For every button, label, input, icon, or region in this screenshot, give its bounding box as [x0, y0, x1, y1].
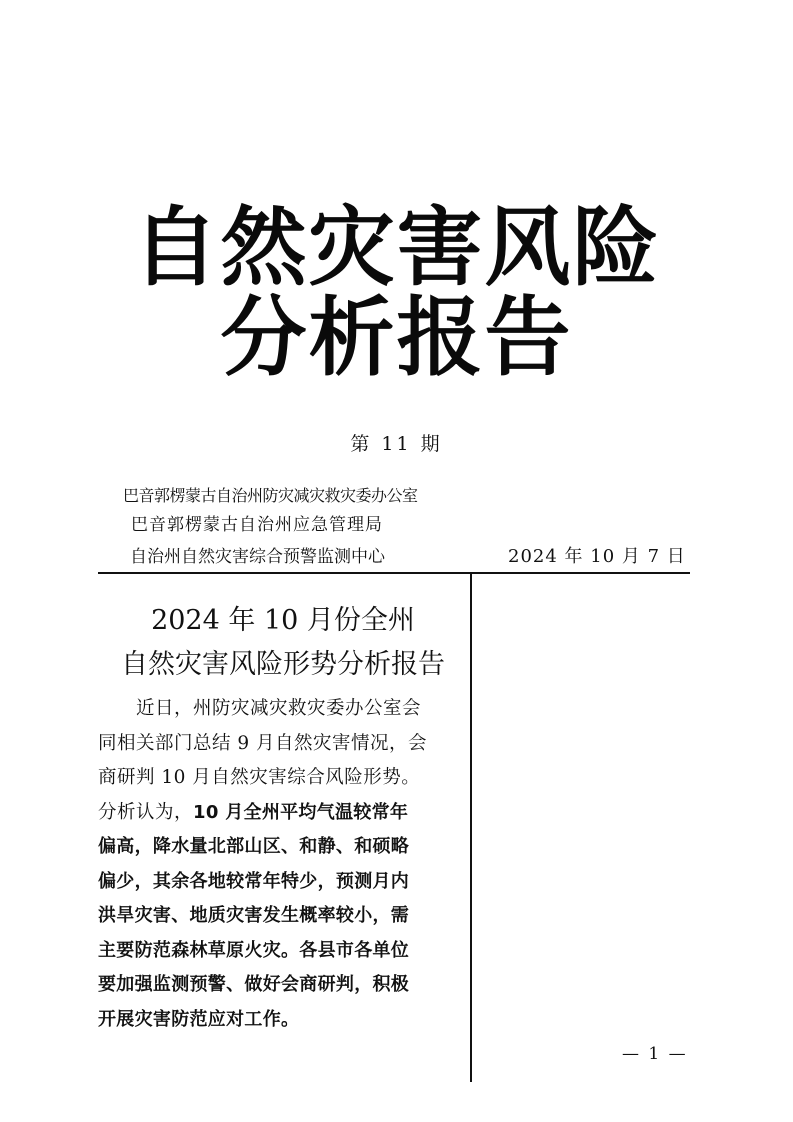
body-line-4-bold: 10 月全州平均气温较常年	[193, 801, 409, 823]
issuer-2: 巴音郭楞蒙古自治州应急管理局	[131, 515, 383, 535]
article-title-line-2: 自然灾害风险形势分析报告	[121, 649, 445, 680]
article-title-line-1: 2024 年 10 月份全州	[151, 605, 415, 636]
body-line-7: 洪旱灾害、地质灾害发生概率较小，需	[98, 905, 410, 926]
body-line-4-lead: 分析认为，	[98, 801, 194, 823]
issuer-1: 巴音郭楞蒙古自治州防灾减灾救灾委办公室	[123, 486, 418, 505]
header-divider	[98, 572, 690, 574]
issue-number: 第 11 期	[350, 433, 443, 455]
body-line-1: 近日，州防灾减灾救灾委办公室会	[98, 698, 422, 719]
body-line-4	[98, 796, 408, 831]
body-line-6: 偏少，其余各地较常年特少，预测月内	[98, 870, 410, 892]
body-line-5: 偏高，降水量北部山区、和静、和硕略	[98, 836, 410, 857]
report-title-line-2: 分析报告	[220, 288, 573, 388]
body-line-10: 开展灾害防范应对工作。	[98, 1008, 300, 1030]
issue-date: 2024 年 10 月 7 日	[508, 546, 686, 567]
report-title-line-1: 自然灾害风险	[132, 198, 661, 298]
issuer-3: 自治州自然灾害综合预警监测中心	[130, 547, 385, 567]
page-number: — 1 —	[622, 1044, 688, 1064]
body-line-8: 主要防范森林草原火灾。各县市各单位	[98, 939, 410, 961]
column-divider	[470, 574, 472, 1082]
body-line-2: 同相关部门总结 9 月自然灾害情况，会	[98, 732, 428, 754]
body-line-9: 要加强监测预警、做好会商研判，积极	[98, 974, 410, 995]
body-line-3: 商研判 10 月自然灾害综合风险形势。	[98, 767, 421, 788]
